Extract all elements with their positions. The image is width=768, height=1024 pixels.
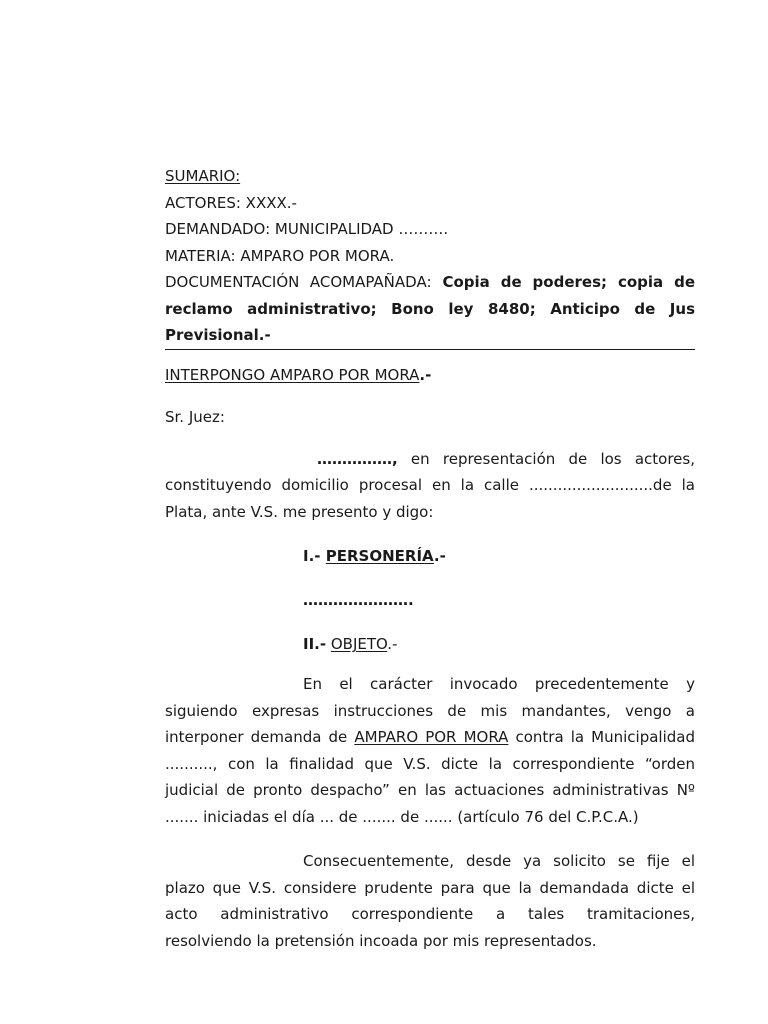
summary-documentation	[165, 269, 695, 349]
summary-actors: ACTORES: XXXX.-	[165, 193, 297, 212]
section-2-suffix: .-	[387, 635, 398, 653]
summary-title: SUMARIO:	[165, 167, 241, 185]
section-2-number: II.-	[303, 635, 327, 653]
objeto-paragraph-2: Consecuentemente, desde ya solicito se fije el plazo que V.S. considere prudente para que la demandada dicte el acto administrativo correspondiente a tales tramitaciones, resolviendo la pretensión incoada por mis representados.	[165, 852, 695, 950]
section-1-title: PERSONERÍA	[325, 547, 434, 565]
objeto-paragraph-1	[165, 671, 695, 830]
section-objeto-title	[165, 631, 695, 657]
objeto-para-1-after: contra la Municipalidad .........., con la finalidad que V.S. dicte la correspondiente “orden judicial de pronto despacho” en las actuaciones administrativas Nº ....... iniciadas el día ... de ....... de ...... (artículo 76 del C.P.C.A.)	[165, 728, 695, 826]
representative-name-placeholder: ……………,	[317, 449, 398, 468]
intro-text: en representación de los actores, constituyendo domicilio procesal en la calle ..........................de la Plata, ante V.S. me presento y digo:	[165, 449, 695, 521]
section-1-suffix: .-	[433, 547, 446, 565]
summary-subject: MATERIA: AMPARO POR MORA.	[165, 246, 395, 265]
section-1-content: ………………….	[303, 591, 414, 609]
summary-defendant: DEMANDADO: MUNICIPALIDAD ……….	[165, 220, 449, 238]
greeting: Sr. Juez:	[165, 407, 225, 426]
section-personeria-title	[165, 543, 695, 569]
intro-paragraph	[165, 446, 695, 526]
heading-text: INTERPONGO AMPARO POR MORA	[165, 365, 420, 384]
document-page	[165, 163, 695, 954]
main-heading	[165, 362, 695, 388]
section-2-title: OBJETO	[330, 635, 388, 653]
section-1-number: I.-	[303, 547, 321, 565]
documentation-label: DOCUMENTACIÓN ACOMAPAÑADA:	[165, 273, 432, 291]
amparo-por-mora-text: AMPARO POR MORA	[354, 728, 509, 746]
summary-block	[165, 163, 695, 350]
objeto-para-1-before: En el carácter invocado precedentemente y siguiendo expresas instrucciones de mis mandantes, vengo a interponer demanda de	[165, 675, 695, 746]
documentation-text: Copia de poderes; copia de reclamo administrativo; Bono ley 8480; Anticipo de Jus Previsional.-	[165, 273, 695, 344]
heading-suffix: .-	[419, 365, 432, 384]
